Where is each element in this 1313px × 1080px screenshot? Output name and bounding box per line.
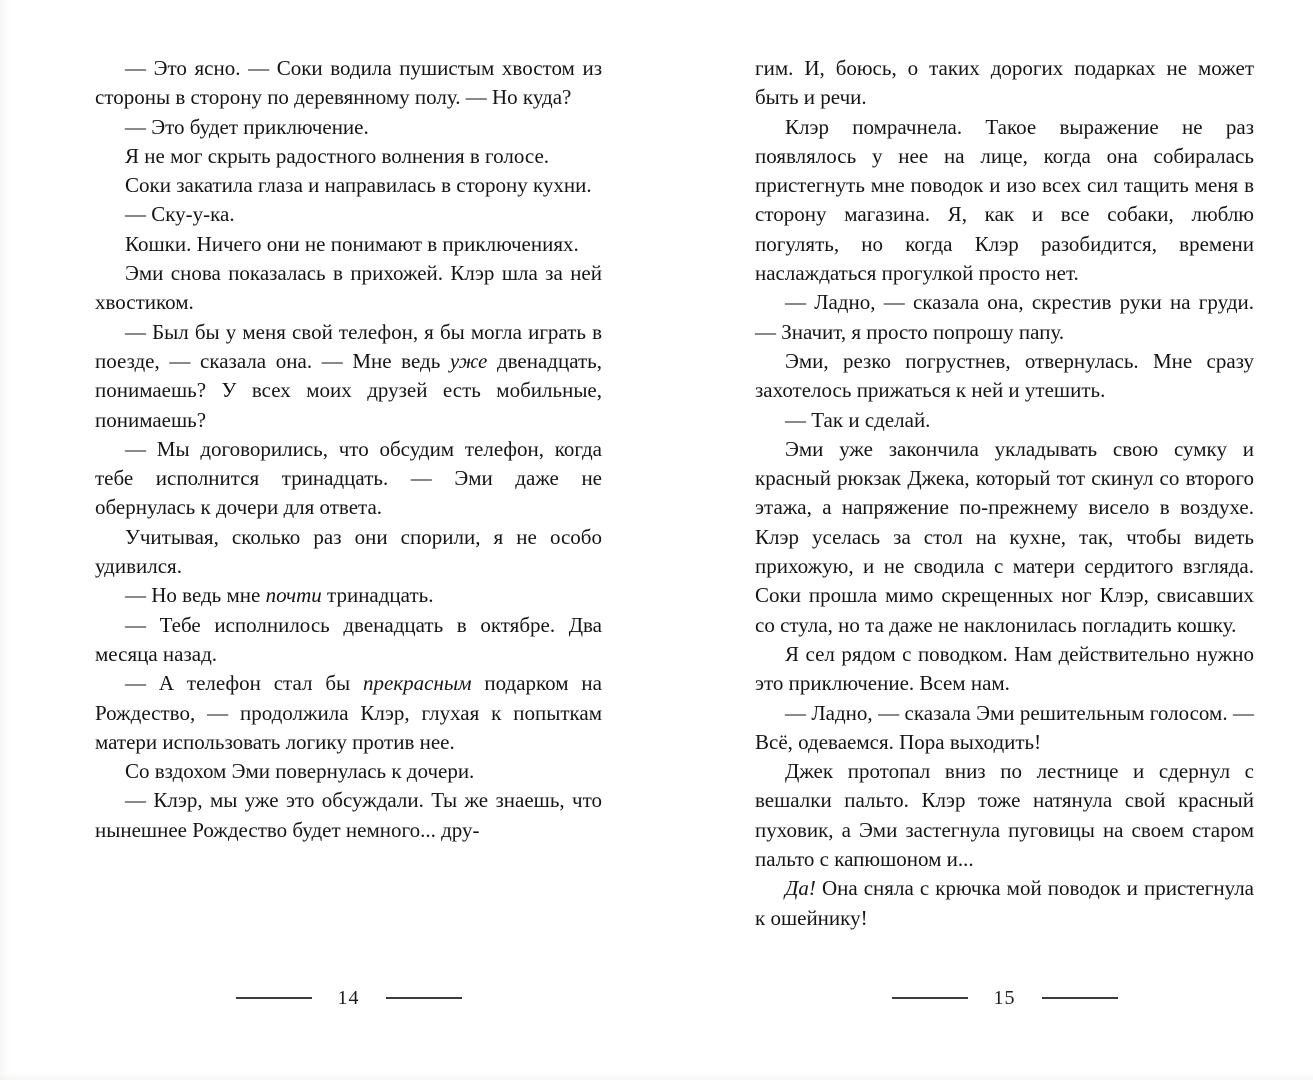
italic-run: уже — [449, 348, 488, 373]
paragraph — [95, 318, 602, 435]
text-run: — А телефон стал бы — [125, 671, 363, 696]
text-run: Она сняла с крючка мой поводок и пристегнула к ошейнику! — [755, 876, 1254, 930]
paragraph — [755, 757, 1254, 874]
page-right-footer — [755, 988, 1254, 1010]
page-left — [95, 54, 602, 1010]
text-run: Джек протопал вниз по лестнице и сдернул с вешалки пальто. Клэр тоже натянула свой красный пуховик, а Эми застегнула пуговицы на своем старом пальто с капюшоном и... — [755, 759, 1254, 872]
text-run: подарком на Рождество, — продолжила Клэр, глухая к попыткам матери использовать логику против нее. — [95, 671, 602, 754]
text-run: тринадцать. — [321, 583, 434, 608]
text-run: — Это ясно. — Соки водила пушистым хвостом из стороны в сторону по деревянному полу. — Но куда? — [95, 56, 602, 110]
footer-rule-left — [892, 997, 968, 999]
page-left-footer — [95, 988, 602, 1010]
text-run: Эми снова показалась в прихожей. Клэр шла за ней хвостиком. — [95, 261, 602, 315]
paragraph — [755, 406, 1254, 435]
paragraph — [95, 200, 602, 229]
text-run: — Клэр, мы уже это обсуждали. Ты же знаешь, что нынешнее Рождество будет немного... дру- — [95, 788, 602, 842]
text-run: Кошки. Ничего они не понимают в приключениях. — [125, 231, 579, 256]
paragraph — [755, 699, 1254, 758]
paragraph — [755, 640, 1254, 699]
footer-rule-right — [1042, 997, 1118, 999]
page-number-right: 15 — [993, 987, 1016, 1009]
paragraph — [95, 113, 602, 142]
paragraph — [95, 142, 602, 171]
page-number-left: 14 — [337, 987, 360, 1009]
text-run: — Так и сделай. — [785, 407, 931, 432]
text-run: гим. И, боюсь, о таких дорогих подарках не может быть и речи. — [755, 56, 1254, 110]
text-run: Эми, резко погрустнев, отвернулась. Мне сразу захотелось прижаться к ней и утешить. — [755, 348, 1254, 403]
paragraph — [755, 113, 1254, 289]
paragraph — [755, 54, 1254, 113]
text-run: Эми уже закончила укладывать свою сумку и красный рюкзак Джека, который тот скинул со второго этажа, а напряжение по-прежнему висело в воздухе. Клэр уселась за стол на кухне, так, чтобы видеть прихожую, и не сводила с матери сердитого взгляда. Соки прошла мимо скрещенных ног Клэр, свисавших со стула, но та даже не наклонилась погладить кошку. — [755, 436, 1254, 637]
text-run: — Это будет приключение. — [125, 114, 369, 139]
page-left-text — [95, 54, 602, 845]
text-run: — Ладно, — сказала она, скрестив руки на груди. — Значит, я просто попрошу папу. — [755, 290, 1254, 344]
text-run: Соки закатила глаза и направилась в сторону кухни. — [125, 173, 592, 198]
italic-run: прекрасным — [363, 671, 472, 696]
italic-run: почти — [265, 583, 322, 608]
scan-edge-bottom — [0, 1072, 1313, 1080]
page-right — [755, 54, 1254, 1010]
paragraph — [95, 259, 602, 318]
text-run: — Ску-у-ка. — [125, 202, 235, 227]
paragraph — [95, 435, 602, 523]
italic-run: Да! — [785, 876, 816, 901]
paragraph — [95, 669, 602, 757]
paragraph — [95, 786, 602, 845]
paragraph — [755, 347, 1254, 406]
paragraph — [95, 230, 602, 259]
paragraph — [95, 54, 602, 113]
footer-rule-left — [236, 997, 312, 999]
text-run: — Но ведь мне — [125, 583, 266, 608]
paragraph — [95, 581, 602, 610]
text-run: — Мы договорились, что обсудим телефон, когда тебе исполнится тринадцать. — Эми даже не обернулась к дочери для ответа. — [95, 436, 602, 520]
text-run: — Ладно, — сказала Эми решительным голосом. — Всё, одеваемся. Пора выходить! — [755, 700, 1254, 754]
scan-edge-left — [0, 0, 10, 1080]
paragraph — [755, 288, 1254, 347]
paragraph — [755, 435, 1254, 640]
text-run: двенадцать, понимаешь? У всех моих друзей есть мобильные, понимаешь? — [95, 348, 603, 432]
text-run: Учитывая, сколько раз они спорили, я не особо удивился. — [95, 524, 602, 579]
text-run: Я сел рядом с поводком. Нам действительно нужно это приключение. Всем нам. — [755, 641, 1254, 696]
paragraph — [95, 171, 602, 200]
text-run: Со вздохом Эми повернулась к дочери. — [125, 759, 475, 784]
text-run: — Был бы у меня свой телефон, я бы могла играть в поезде, — сказала она. — Мне ведь — [95, 319, 602, 373]
paragraph — [95, 611, 602, 670]
paragraph — [95, 757, 602, 786]
text-run: Клэр помрачнела. Такое выражение не раз появлялось у нее на лице, когда она собиралась пристегнуть мне поводок и изо всех сил тащить меня в сторону магазина. Я, как и все собаки, люблю погулять, но когда Клэр разобидится, времени наслаждаться прогулкой просто нет. — [755, 114, 1254, 286]
page-right-text — [755, 54, 1254, 933]
text-run: — Тебе исполнилось двенадцать в октябре. Два месяца назад. — [95, 612, 602, 666]
text-run: Я не мог скрыть радостного волнения в голосе. — [125, 143, 550, 168]
footer-rule-right — [386, 997, 462, 999]
paragraph — [755, 874, 1254, 933]
paragraph — [95, 523, 602, 582]
